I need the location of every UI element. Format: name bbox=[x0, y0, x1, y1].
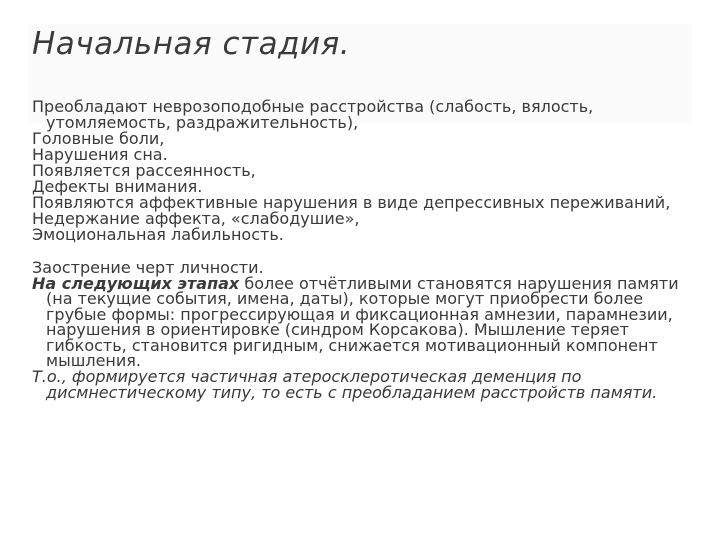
paragraph-gap bbox=[32, 243, 700, 260]
symptom-item: Дефекты внимания. bbox=[32, 176, 203, 196]
symptom-item: Появляется рассеянность, bbox=[32, 160, 256, 180]
symptom-item: Появляются аффективные нарушения в виде депрессивных переживаний, bbox=[32, 192, 671, 212]
slide-body bbox=[32, 99, 700, 401]
next-stages-paragraph bbox=[32, 273, 700, 370]
symptom-item: Нарушения сна. bbox=[32, 144, 168, 164]
personality-line: Заострение черт личности. bbox=[32, 257, 264, 277]
symptom-item: Недержание аффекта, «слабодушие», bbox=[32, 208, 360, 228]
symptom-item: Эмоциональная лабильность. bbox=[32, 224, 284, 244]
symptom-item: Головные боли, bbox=[32, 128, 165, 148]
conclusion-line: Т.о., формируется частичная атеросклеротическая деменция по дисмнестическому типу, то есть с преобладанием расстройств памяти. bbox=[32, 367, 658, 402]
next-stages-text: более отчётливыми становятся нарушения памяти (на текущие события, имена, даты), которые могут приобрести более грубые формы: прогрессирующая и фиксационная амнезии, парамнезии, нарушения в ориентировке (синдром Корсакова). Мышление теряет гибкость, становится ригидным, снижается мотивационный компонент мышления. bbox=[46, 273, 679, 370]
slide-title: Начальная стадия. bbox=[32, 26, 351, 62]
next-stages-lead: На следующих этапах bbox=[32, 273, 240, 293]
symptom-item: Преобладают неврозоподобные расстройства (слабость, вялость, утомляемость, раздражительность), bbox=[32, 97, 594, 132]
